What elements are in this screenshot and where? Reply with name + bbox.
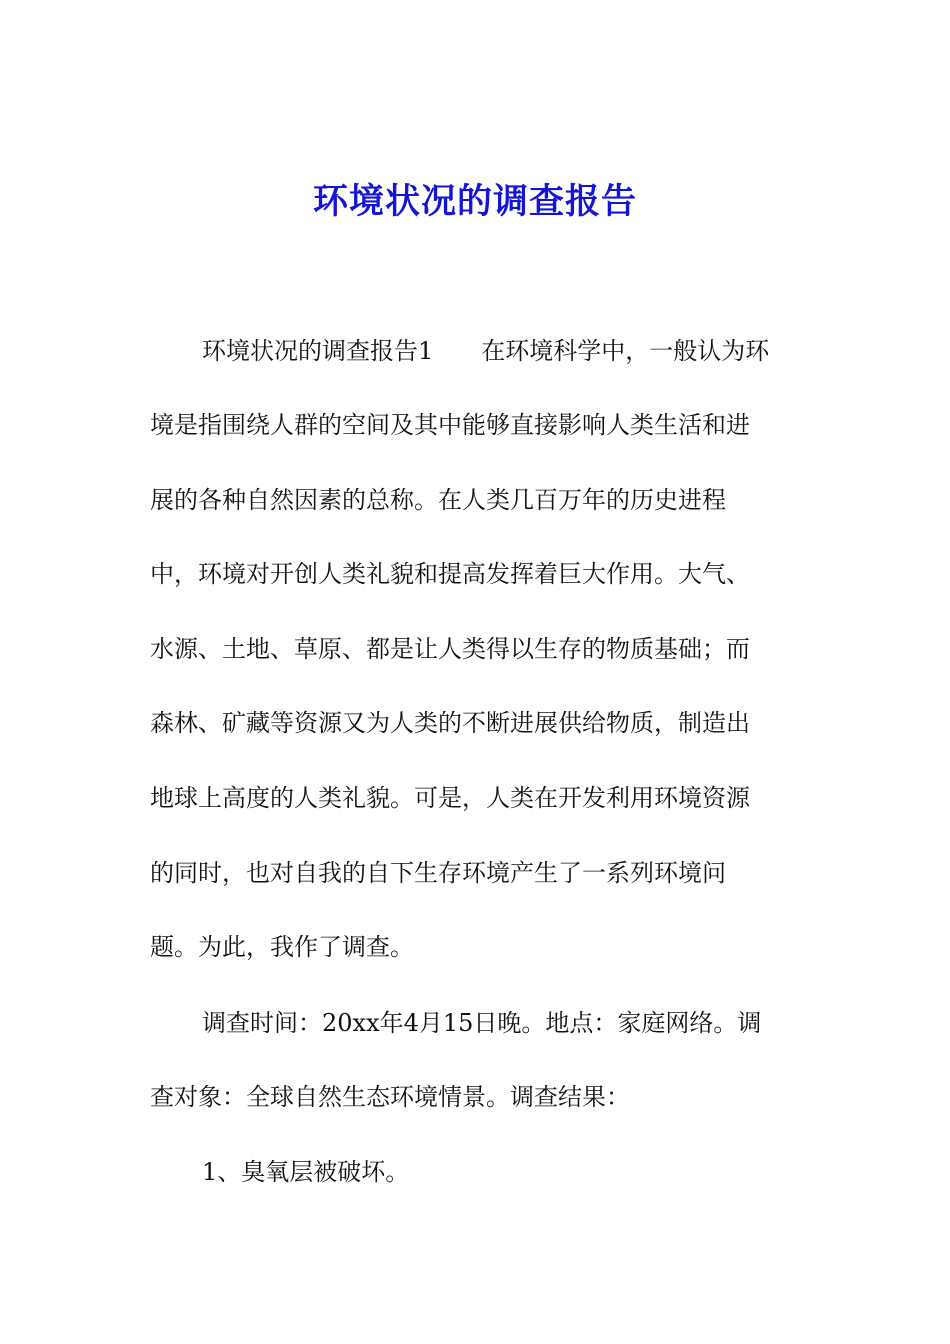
paragraph-line-11: 查对象：全球自然生态环境情景。调查结果： [150,1083,630,1111]
paragraph-line-7: 地球上高度的人类礼貌。可是，人类在开发利用环境资源 [150,784,750,812]
paragraph-line-8: 的同时，也对自我的自下生存环境产生了一系列环境问 [150,859,726,887]
report-heading-inline: 环境状况的调查报告1 [202,337,434,365]
paragraph-line-5: 水源、土地、草原、都是让人类得以生存的物质基础；而 [150,635,750,663]
paragraph-line-4: 中，环境对开创人类礼貌和提高发挥着巨大作用。大气、 [150,560,750,588]
paragraph-line-9: 题。为此，我作了调查。 [150,933,414,961]
paragraph-line-2: 境是指围绕人群的空间及其中能够直接影响人类生活和进 [150,411,750,439]
list-item-1: 1、臭氧层被破坏。 [202,1158,410,1186]
paragraph-text: 在环境科学中，一般认为环 [481,337,770,365]
document-title: 环境状况的调查报告 [312,181,637,222]
paragraph-line-6: 森林、矿藏等资源又为人类的不断进展供给物质，制造出 [150,709,750,737]
paragraph-line-10: 调查时间：20xx年4月15日晚。地点：家庭网络。调 [202,1009,762,1037]
paragraph-line-3: 展的各种自然因素的总称。在人类几百万年的历史进程 [150,486,726,514]
paragraph-line-1 [202,334,769,368]
